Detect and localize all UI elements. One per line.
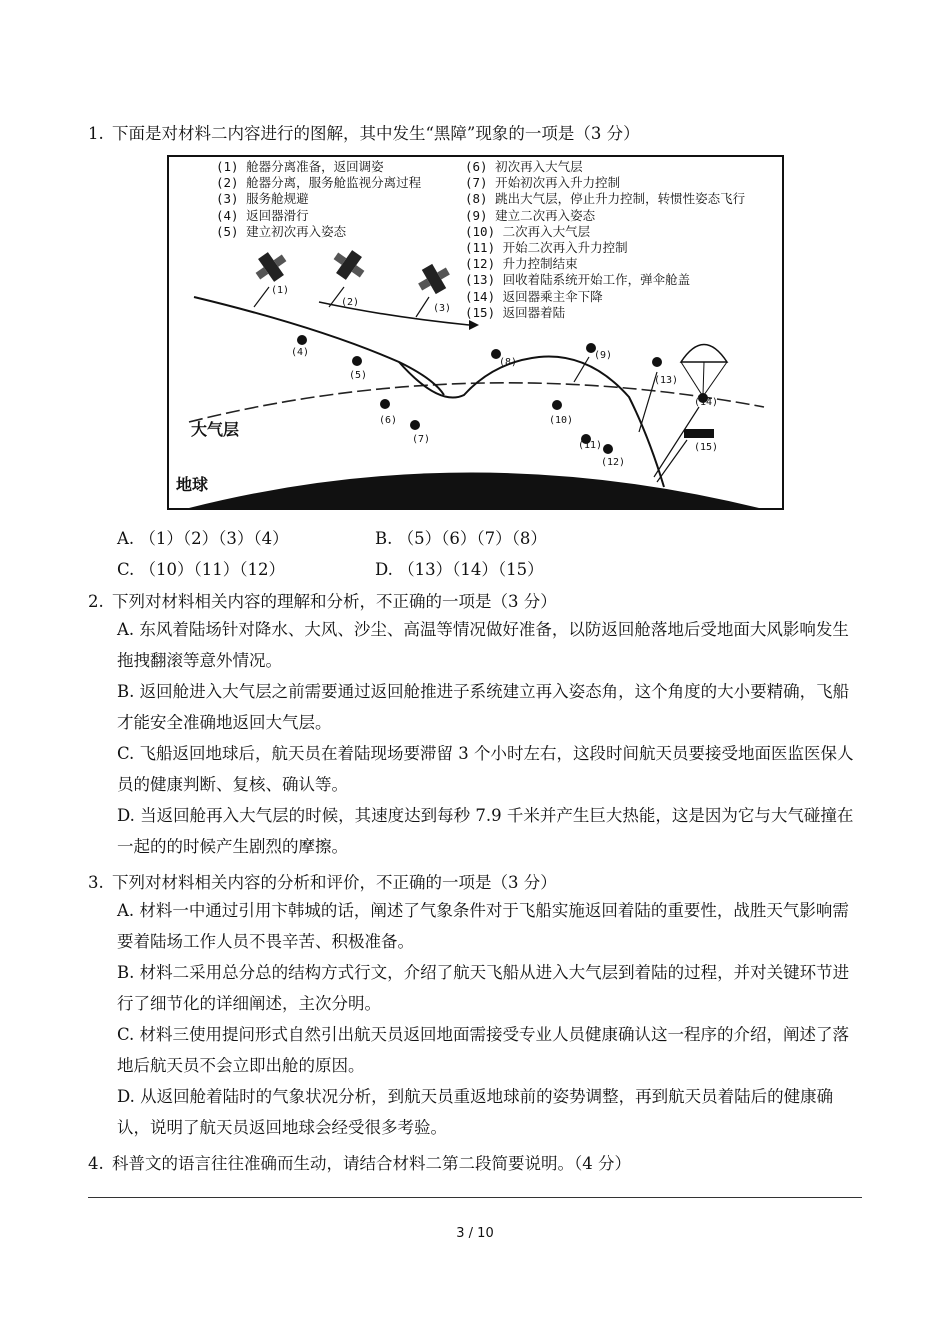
earth-shape [189,473,759,509]
point-label: (1) [271,285,290,296]
page-number: 3 / 10 [456,1226,494,1241]
legend-item: (5) 建立初次再入姿态 [216,223,347,239]
legend-item: (8) 跳出大气层，停止升力控制，转惯性姿态飞行 [465,191,746,207]
point-label: (3) [433,303,452,314]
legend-item: (14) 返回器乘主伞下降 [465,288,603,304]
question-2-stem: 2. 下列对材料相关内容的理解和分析，不正确的一项是（3 分） [88,592,557,611]
q1-option-b: B. （5）（6）（7）（8） [375,529,547,548]
legend-item: (12) 升力控制结束 [465,256,578,272]
legend-item: (9) 建立二次再入姿态 [465,207,596,223]
point-label: (12) [601,457,626,468]
q2-option-d: D. 当返回舱再入大气层的时候，其速度达到每秒 7.9 千米并产生巨大热能，这是因为它与大气碰撞在一起的的时候产生剧烈的摩擦。 [117,806,854,856]
earth-label: 地球 [176,475,209,494]
legend-item: (15) 返回器着陆 [465,304,566,320]
legend-item: (6) 初次再入大气层 [465,159,583,174]
point-label: (11) [578,440,603,451]
question-number: 1. [88,124,104,143]
point-label: (6) [379,415,398,426]
q3-option-d: D. 从返回舱着陆时的气象状况分析，到航天员重返地球前的姿势调整，再到航天员着陆后的健康确认，说明了航天员返回地球会经受很多考验。 [117,1087,834,1137]
point-label: (9) [594,350,613,361]
reentry-diagram [167,155,784,510]
atmosphere-label: 大气层 [191,420,240,439]
point-label: (5) [349,370,368,381]
question-number: 2. [88,592,104,611]
legend-item: (7) 开始初次再入升力控制 [465,175,621,191]
question-number: 4. [88,1154,104,1173]
legend-item: (4) 返回器滑行 [216,207,309,223]
path-arrow [469,320,479,330]
spacecraft-icon [328,244,370,285]
q2-option-c: C. 飞船返回地球后，航天员在着陆现场要滞留 3 个小时左右，这段时间航天员要接受地面医监医保人员的健康判断、复核、确认等。 [117,744,854,794]
point-label: (4) [291,347,310,358]
answer-line [88,1197,862,1198]
point-label: (14) [694,397,719,408]
q1-option-d: D. （13）（14）（15） [375,560,544,579]
legend-item: (10) 二次再入大气层 [465,223,591,239]
question-number: 3. [88,873,104,892]
question-3-stem: 3. 下列对材料相关内容的分析和评价，不正确的一项是（3 分） [88,873,557,892]
question-1-stem: 1. 下面是对材料二内容进行的图解，其中发生“黑障”现象的一项是（3 分） [88,124,640,143]
legend-item: (1) 舱器分离准备，返回调姿 [216,159,384,174]
q1-option-a: A. （1）（2）（3）（4） [117,529,289,548]
q3-option-b: B. 材料二采用总分总的结构方式行文，介绍了航天飞船从进入大气层到着陆的过程，并对关键环节进行了细节化的详细阐述，主次分明。 [117,963,850,1013]
legend-item: (13) 回收着陆系统开始工作，弹伞舱盖 [465,272,691,288]
q1-option-c: C. （10）（11）（12） [117,560,286,579]
point-label: (10) [549,415,574,426]
point-label: (2) [341,297,360,308]
point-label: (8) [499,357,518,368]
trajectory-approach [194,297,444,395]
spacecraft-icon [413,259,455,299]
legend-item: (11) 开始二次再入升力控制 [465,240,628,256]
legend-item: (2) 舱器分离，服务舱监视分离过程 [216,175,422,191]
q3-option-a: A. 材料一中通过引用卞韩城的话，阐述了气象条件对于飞船实施返回着陆的重要性，战胜天气影响需要着陆场工作人员不畏辛苦、积极准备。 [117,901,849,951]
q2-option-b: B. 返回舱进入大气层之前需要通过返回舱推进子系统建立再入姿态角，这个角度的大小要精确，飞船才能安全准确地返回大气层。 [117,682,850,732]
q2-option-a: A. 东风着陆场针对降水、大风、沙尘、高温等情况做好准备，以防返回舱落地后受地面大风影响发生拖拽翻滚等意外情况。 [117,620,849,670]
point-label: (13) [654,375,679,386]
point-label: (15) [694,442,719,453]
legend-right [465,159,745,321]
spacecraft-icon [250,246,292,287]
question-4-stem: 4. 科普文的语言往往准确而生动，请结合材料二第二段简要说明。（4 分） [88,1154,631,1173]
point-label: (7) [412,434,431,445]
legend-left [216,159,421,240]
landed-capsule [684,429,714,438]
atmosphere-boundary [189,383,764,422]
q3-option-c: C. 材料三使用提问形式自然引出航天员返回地面需接受专业人员健康确认这一程序的介绍，阐述了落地后航天员不会立即出舱的原因。 [117,1025,850,1075]
legend-item: (3) 服务舱规避 [216,191,309,207]
